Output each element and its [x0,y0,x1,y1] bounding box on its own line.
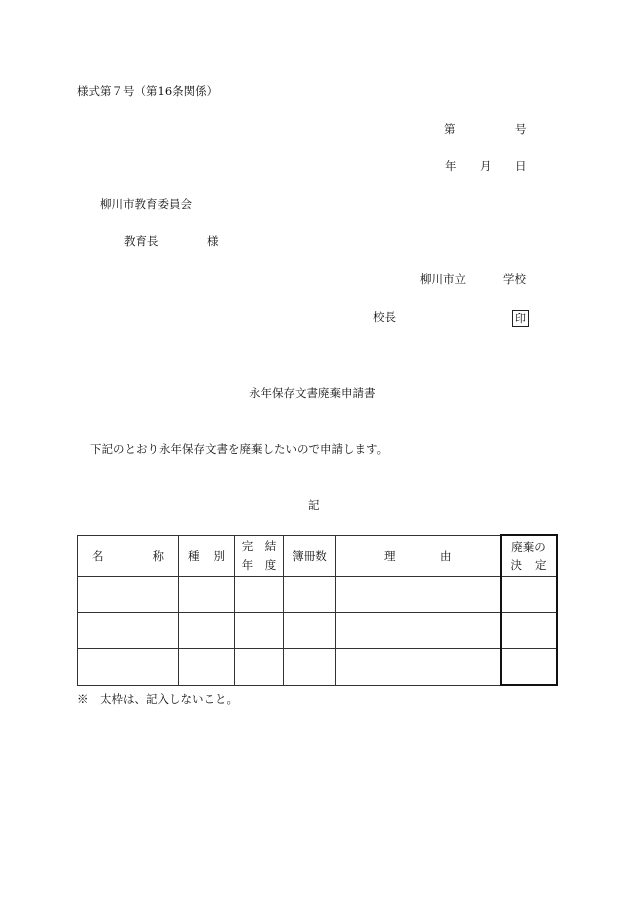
seal-mark: 印 [512,310,529,327]
date-day: 日 [515,159,527,173]
header-completion-year: 完 結 年 度 [235,535,284,577]
header-reason: 理 由 [336,535,501,577]
doc-number-suffix: 号 [515,122,527,136]
cell-volume-count[interactable] [284,577,336,613]
cell-reason[interactable] [336,649,501,686]
cell-reason[interactable] [336,613,501,649]
date-month: 月 [480,159,492,173]
table-row [78,649,557,686]
addressee-honorific: 様 [207,234,219,248]
cell-volume-count[interactable] [284,613,336,649]
body-text: 下記のとおり永年保存文書を廃棄したいので申請します。 [90,442,389,456]
date-year: 年 [445,159,457,173]
cell-volume-count[interactable] [284,649,336,686]
cell-decision [501,613,557,649]
doc-number-prefix: 第 [444,122,456,136]
sender-school-prefix: 柳川市立 [420,272,466,286]
header-volume-count: 簿冊数 [284,535,336,577]
table-row [78,577,557,613]
cell-type[interactable] [179,613,235,649]
cell-type[interactable] [179,649,235,686]
cell-completion-year[interactable] [235,577,284,613]
addressee-board: 柳川市教育委員会 [100,197,192,211]
header-name: 名 称 [78,535,179,577]
cell-decision [501,649,557,686]
records-table [77,534,558,686]
cell-completion-year[interactable] [235,649,284,686]
header-type: 種 別 [179,535,235,577]
table-row [78,613,557,649]
cell-completion-year[interactable] [235,613,284,649]
ki-label: 記 [308,498,320,512]
sender-principal: 校長 [373,310,396,324]
cell-name[interactable] [78,613,179,649]
form-number: 様式第７号（第16条関係） [77,84,219,98]
addressee-superintendent: 教育長 [124,234,159,248]
footnote: ※ 太枠は、記入しないこと。 [77,692,238,706]
cell-name[interactable] [78,577,179,613]
cell-type[interactable] [179,577,235,613]
cell-decision [501,577,557,613]
table-header-row [78,535,557,577]
cell-name[interactable] [78,649,179,686]
cell-reason[interactable] [336,577,501,613]
document-title: 永年保存文書廃棄申請書 [249,386,376,400]
sender-school-suffix: 学校 [503,272,526,286]
header-disposal-decision: 廃棄の 決 定 [501,535,557,577]
